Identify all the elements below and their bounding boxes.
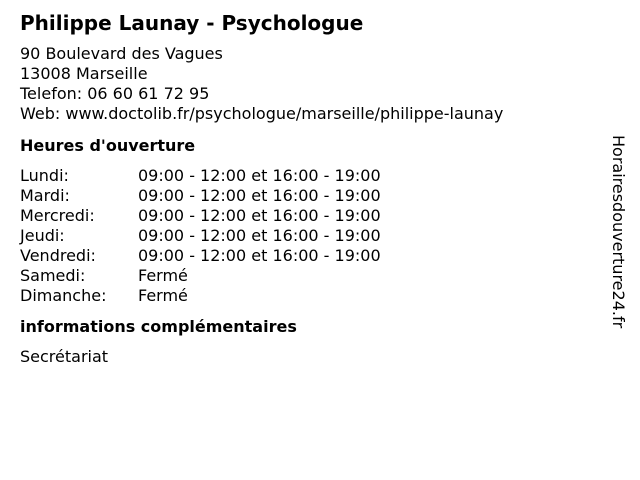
hours-row-monday (20, 166, 590, 186)
time-value: 09:00 - 12:00 et 16:00 - 19:00 (138, 206, 381, 225)
time-value: Fermé (138, 266, 188, 285)
business-name: Philippe Launay - Psychologue (20, 11, 364, 35)
website: Web: www.doctolib.fr/psychologue/marseille/philippe-launay (20, 104, 504, 123)
day-label: Mercredi: (20, 206, 95, 225)
hours-row-thursday (20, 226, 590, 246)
city-address: 13008 Marseille (20, 64, 148, 83)
info-title: informations complémentaires (20, 317, 297, 336)
time-value: Fermé (138, 286, 188, 305)
street-address: 90 Boulevard des Vagues (20, 44, 223, 63)
time-value: 09:00 - 12:00 et 16:00 - 19:00 (138, 246, 381, 265)
contact-block (20, 44, 590, 124)
day-label: Samedi: (20, 266, 86, 285)
hours-row-saturday (20, 266, 590, 286)
info-text: Secrétariat (20, 347, 109, 366)
day-label: Vendredi: (20, 246, 96, 265)
day-label: Mardi: (20, 186, 70, 205)
day-label: Dimanche: (20, 286, 107, 305)
hours-title: Heures d'ouverture (20, 136, 196, 155)
time-value: 09:00 - 12:00 et 16:00 - 19:00 (138, 186, 381, 205)
day-label: Jeudi: (20, 226, 65, 245)
day-label: Lundi: (20, 166, 69, 185)
site-watermark: Horairesdouverture24.fr (609, 135, 628, 329)
hours-row-wednesday (20, 206, 590, 226)
business-card (20, 10, 590, 367)
hours-row-tuesday (20, 186, 590, 206)
time-value: 09:00 - 12:00 et 16:00 - 19:00 (138, 166, 381, 185)
hours-table (20, 166, 590, 306)
phone-number: Telefon: 06 60 61 72 95 (20, 84, 210, 103)
time-value: 09:00 - 12:00 et 16:00 - 19:00 (138, 226, 381, 245)
hours-row-friday (20, 246, 590, 266)
hours-row-sunday (20, 286, 590, 306)
